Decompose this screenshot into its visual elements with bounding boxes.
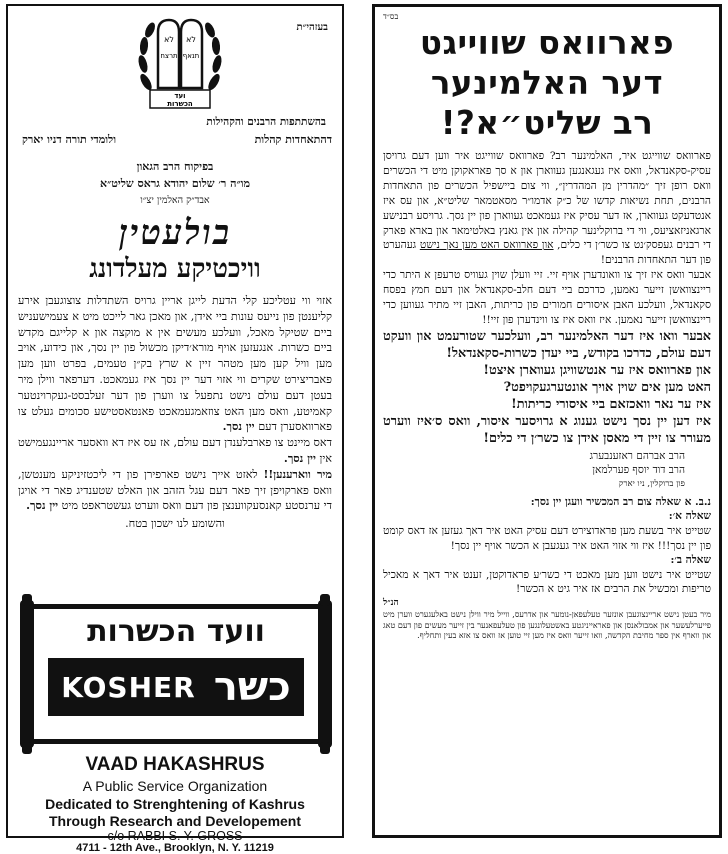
torah-learners-line: ולומדי תורה דניו יארק xyxy=(22,133,117,146)
signature-1: הרב אברהם ראזענבערג xyxy=(589,449,685,462)
signature-location: פון ברוקלין, ניו יארק xyxy=(618,478,685,489)
kosher-banner xyxy=(48,658,304,716)
para2-text: דאס מיינט צו פארבלענדן דעם עולם, אז עס איז דא וואסער אריינגעמישט אין xyxy=(18,436,332,465)
bulletin-body xyxy=(18,293,332,532)
para1-emphasis: יין נסך. xyxy=(222,419,255,434)
letter-paragraph-2: אבער וואס איז זיך צו וואונדערן אויף זיי. זיי וועלן שוין געוויס טרעפן א היתר כדי ריינצוואשן זייער נאמען, כדרכם ביי דעם חלב-סקאנדאל און דעם חמץ בפסח סקאנדאל, וועלכע האבן איסורים חמורים פון כריתות, האבן זיי מתיר געווען כדי ריינצוואשן זייער נאמען. איז וואס איז צו ווינדערן פון זיי!! xyxy=(383,269,711,326)
scroll-roller-right xyxy=(318,600,332,748)
letter-body xyxy=(383,149,711,447)
besiyata-dishmaya-right: בס״ד xyxy=(383,12,399,21)
kosher-scroll-logo xyxy=(20,600,332,748)
contact-address: 4711 - 12th Ave., Brooklyn, N. Y. 11219 xyxy=(76,842,274,854)
letter-paragraph-4: און פארוואס איז ער אנטשוויגן געווארן איצט! xyxy=(483,362,711,378)
signature-2: הרב דוד יוסף פערלמאן xyxy=(592,463,685,476)
p1-text: פארוואס שווייגט איר, האלמינער רב? פארוואס שווייגט איר ווען דעם גרויסן עסיק-סקאנדאל, וואס איז געגאנגען געווארן און א סך פאראקוקן מיט די הכשרים וואס רופן זיך ״מהדרין מן המהדרין״, ווי צום ביישפיל הכשרים פון התאחדות הרבנים, תחת נשיאות קדשו של כ״ק אדמו״ר מסאטמאר שליט״א, און עס איז אנטדעקט געווארן, אז דער עסיק איז געמאכט געווארן פון יין נסך. גרויסע רבנישע ארגאניזאציעס, ווי די ברוקלינער קהילה און אין גאנץ באלטימאר און בארא פארק די רבנים געפסק׳נט צו כשר׳ן די כלים, xyxy=(383,150,711,252)
seal-text-1: לא xyxy=(164,35,174,44)
para2-emphasis: יין נסך. xyxy=(283,450,316,465)
seal-text-2: תרצח xyxy=(160,52,178,60)
bulletin-subtitle: וויכטיקע מעלדונג xyxy=(89,254,261,284)
question-1-text: שטייט איר בשעת מען פראדוצירט דעם עסיק האט איר דאך געזען אז דאס קומט פון יין נסך!!! איז ווי אזוי האט איר געגעבן א הכשר אויף יין נסך! xyxy=(383,525,711,552)
bulletin-title: בולעטין xyxy=(118,213,232,253)
letter-paragraph-3: אבער וואו איז דער האלמינער רב, וועלכער שטורעמט און וועקט דעם עולם, כדרכו בקודש, ביי יעדן כשרות-סקאנדאל! xyxy=(383,328,711,361)
questions-block xyxy=(383,495,711,597)
org-description: A Public Service Organization xyxy=(82,778,268,794)
bulletin-paragraph-3 xyxy=(18,467,332,514)
letter-paragraph-6: איז ער נאר וואכזאם ביי איסורי כריתות! xyxy=(511,396,711,412)
letter-paragraph-1 xyxy=(383,149,711,268)
bulletin-paragraph-2 xyxy=(18,435,332,467)
bulletin-paragraph-1 xyxy=(18,293,332,435)
para3-emphasis: יין נסך. xyxy=(26,498,59,513)
scroll-roller-left xyxy=(20,600,34,748)
supervision-rabbi-name: מו״ה ר׳ שלום יהודא גראס שליט״א xyxy=(100,177,250,190)
left-bulletin-column xyxy=(6,4,344,854)
question-2-text: שטייט איר נישט ווען מען מאכט די כשר׳ע פראדוקטן, זענט איר דאך א מאכיל טריפות ומכשיל את הרבים אז איר גיט א הכשר! xyxy=(383,568,711,596)
supervision-rabbi-title: אבד״ק האלמין יצ״ו xyxy=(140,195,210,206)
nb-line: נ.ב. א שאלה צום רב המכשיר וועגן יין נסך: xyxy=(530,495,711,508)
seal-text-4: תנאף xyxy=(182,52,200,60)
union-communities-line: דהתאחדות קהלות xyxy=(254,133,332,146)
supervision-block xyxy=(18,158,332,209)
headline-line-1: פארוואס שווייגט xyxy=(419,24,675,62)
vaad-english-name: VAAD HAKASHRUS xyxy=(85,754,265,775)
vaad-hebrew-name: וועד הכשרות xyxy=(87,614,265,649)
p1-end: געהערט פון דער התאחדות הרבנים! xyxy=(383,239,711,267)
footnote: מיר בעטן נישט אריינצוגעבן אונזער טעלעפאן-נומער און אדרעס, ווייל מיר ווילן נישט באלעגערט ווערן מיט פייערלעשער און אמבולאנסן און פאראייניגטע באשטעלונגען פון טעלעפאנער בין זייער מעשים פון דעם טאג און ווארף אין ספר מחיבת הקדשה, וואו זייער וואס איז מען זיי טוען אז וואס צו אזא בעין ותחליף. xyxy=(383,610,711,641)
besiyata-dishmaya: בעזהי״ת xyxy=(296,22,328,33)
kosher-english: KOSHER xyxy=(61,670,196,704)
para1-text: אזוי ווי עטליכע קלי הדעת לייגן אריין גרויס השתדלות צוצוגעבן אירע קליענטן פון נייעס עונות ביי אידן, און מאכן גאר לייכט מיט א צעמישעניש ביים שטיקל מאכל, וועלכע מעשים אין א מוקצה און א קלייגם מקדש ביים כשרות. אנגעזען אויף מורא׳דיקן מכשול פון יין נסך, און כידוע, אויב מען וויל קען מען מטהר זיין א שרץ בק״ן טעמים, בפרט ווען מען פאבריצירט שקרים ווי אזוי דער יין נסך איז געמאכט. דערפאר ווילן מיר בעטן דעם עולם נישט נתפעל צו ווערן פון דער זעלבסט-געקרוינטער קאמיטע, וואס מען האט צוזאמגעמאכט פאנטאסטישע סכומים געלט צו פארוואסערן דעם xyxy=(18,294,332,434)
headline-line-3: רב שליט״א?! xyxy=(440,104,654,142)
closing-line: והשומע לנו ישכון בטח. xyxy=(125,517,225,531)
seal-text-6: הכשרות xyxy=(167,100,193,108)
scroll-top-bar xyxy=(34,604,318,609)
question-2-label: שאלה ב׳: xyxy=(670,554,711,567)
para3-text: לאזט אייך נישט פארפירן פון די ליכטזיניקע מענטשן, וואס פארקויפן זיך פאר דעם עגל הזהב און האלט שטענדיג פאר די אויגן די ערנסטע קאנסעקווענצן פון דעם וואס ווערט געשטראפט מיט xyxy=(18,467,332,513)
question-1-label: שאלה א׳: xyxy=(668,510,711,523)
kosher-hebrew: כשר xyxy=(213,664,291,710)
tablets-seal-icon xyxy=(136,12,224,110)
letter-paragraph-5: האט מען אים שוין אויך אונטערגעקויפט? xyxy=(503,379,711,395)
contact-name: c/o RABBI S. Y. GROSS xyxy=(107,829,243,843)
signatures xyxy=(383,449,711,491)
letter-paragraph-7: איז דען יין נסך נישט גענוג א גרויסער איסור, וואס ס׳איז ווערט מעורר צו זיין די מאסן אידן צו כשר׳ן די כלים! xyxy=(383,413,711,446)
left-header xyxy=(18,6,332,156)
signoff: הנ״ל xyxy=(383,598,399,609)
right-letter-column xyxy=(372,4,722,838)
seal-text-3: לא xyxy=(186,35,196,44)
p1-underlined: און פארוואס האט מען נאך נישט xyxy=(419,239,554,252)
warning-lead: מיר ווארענען!! xyxy=(263,466,332,481)
seal-text-5: ועד xyxy=(174,92,186,100)
org-mission-1: Dedicated to Strenghtening of Kashrus xyxy=(45,796,305,812)
participation-line: בהשתתפות הרבנים והקהילות xyxy=(206,116,326,128)
org-mission-2: Through Research and Developement xyxy=(48,813,302,829)
headline xyxy=(383,23,711,143)
supervision-line-1: בפיקוח הרב הגאון xyxy=(136,160,214,173)
scroll-bottom-bar xyxy=(34,739,318,744)
headline-line-2: דער האלמינער xyxy=(430,64,664,102)
